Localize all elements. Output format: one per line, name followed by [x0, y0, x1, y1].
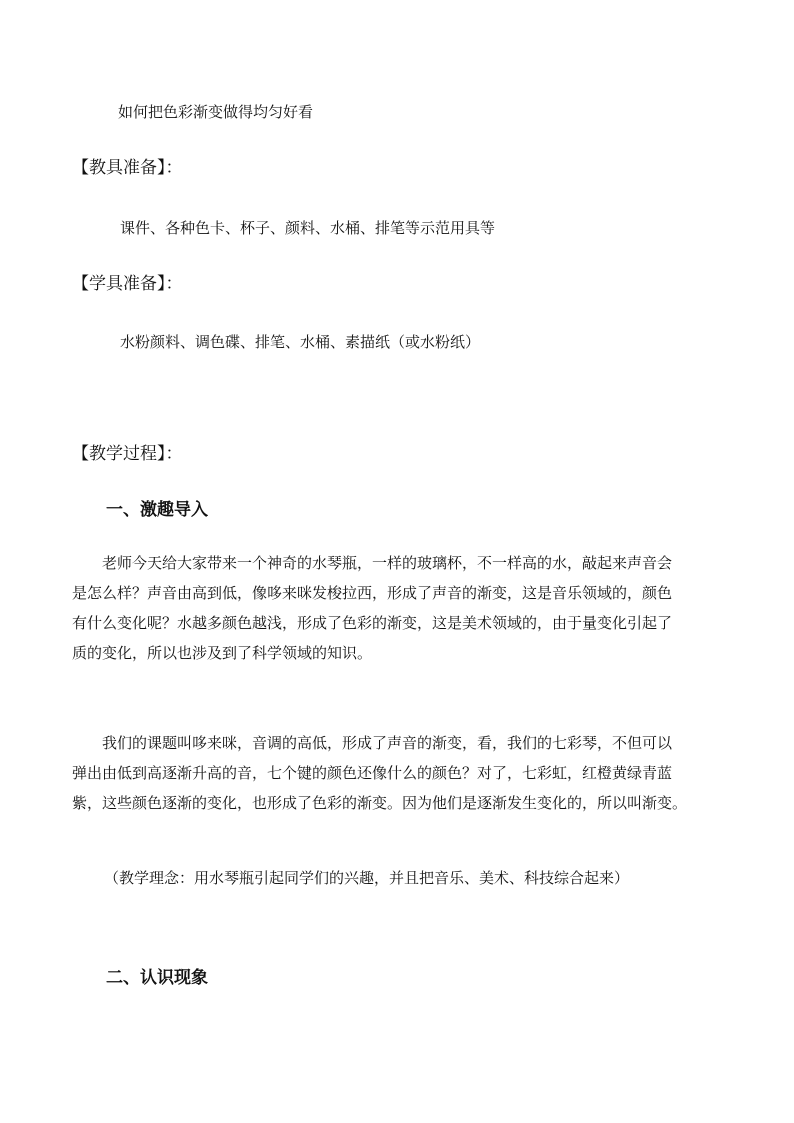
section2-title: 二、认识现象: [106, 968, 208, 988]
teacher-tools-content: 课件、各种色卡、杯子、颜料、水桶、排笔等示范用具等: [120, 219, 496, 237]
section1-title: 一、激趣导入: [106, 500, 208, 520]
section1-paragraph-1: [72, 548, 724, 668]
process-heading: 【教学过程】：: [72, 444, 183, 464]
student-tools-heading: 【学具准备】：: [72, 274, 183, 294]
paragraph-line: 是怎么样？声音由高到低，像哆来咪发梭拉西，形成了声音的渐变，这是音乐领域的，颜色: [72, 584, 673, 602]
teaching-concept-note: （教学理念：用水琴瓶引起同学们的兴趣，并且把音乐、美术、科技综合起来）: [104, 869, 630, 887]
paragraph-line: 老师今天给大家带来一个神奇的水琴瓶，一样的玻璃杯，不一样高的水，敲起来声音会: [102, 554, 673, 572]
teacher-tools-heading: 【教具准备】：: [72, 158, 183, 178]
difficulty-text: 如何把色彩渐变做得均匀好看: [118, 103, 314, 121]
student-tools-content: 水粉颜料、调色碟、排笔、水桶、素描纸（或水粉纸）: [120, 333, 481, 351]
section1-paragraph-2: [72, 728, 724, 818]
paragraph-line: 弹出由低到高逐渐升高的音，七个键的颜色还像什么的颜色？对了，七彩虹，红橙黄绿青蓝: [72, 764, 673, 782]
paragraph-line: 质的变化，所以也涉及到了科学领域的知识。: [72, 644, 373, 662]
paragraph-line: 我们的课题叫哆来咪，音调的高低，形成了声音的渐变，看，我们的七彩琴，不但可以: [102, 734, 673, 752]
paragraph-line: 紫，这些颜色逐渐的变化，也形成了色彩的渐变。因为他们是逐渐发生变化的，所以叫渐变。: [72, 794, 688, 812]
paragraph-line: 有什么变化呢？水越多颜色越浅，形成了色彩的渐变，这是美术领域的，由于量变化引起了: [72, 614, 673, 632]
